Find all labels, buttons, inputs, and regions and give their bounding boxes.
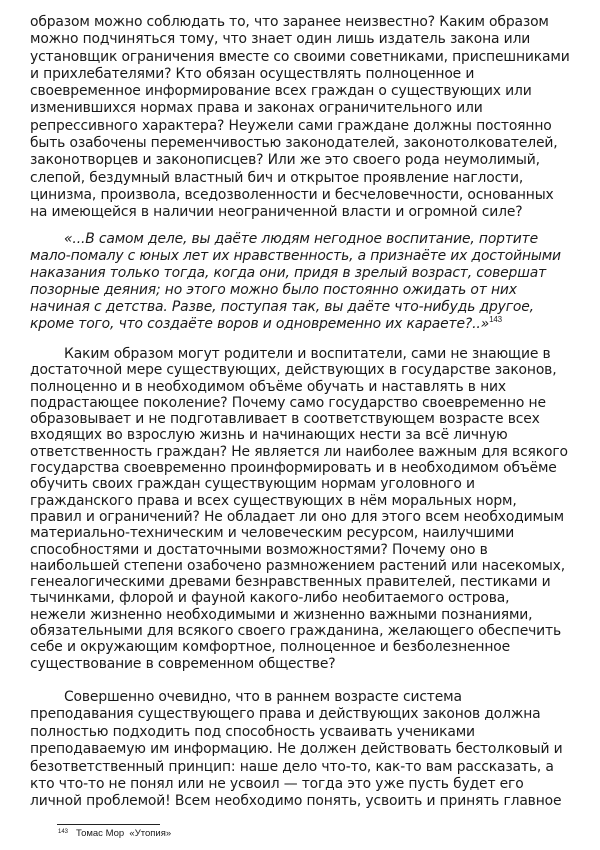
text-line: тычинками, флорой и фауной какого-либо необитаемого острова, (30, 590, 510, 607)
footnote-text: Томас Мор «Утопия» (76, 828, 172, 839)
text-line: кроме того, что создаёте воров и одновременно их караете?..»$^{143}$ (30, 315, 502, 332)
text-line: мало-помалу с юных лет их нравственность, а признаёте их достойными (30, 248, 561, 264)
text-line: быть озабочены переменчивостью законодателей, законотолкователей, (30, 135, 558, 152)
text-line: полностью подходить под способность усваивать учениками (30, 723, 475, 740)
text-line: преподавания существующего права и действующих законов должна (30, 706, 541, 723)
text-line: гражданского права и всех существующих в нём моральных норм, (30, 492, 517, 509)
text-line: на имеющейся в наличии неограниченной власти и огромной силе? (30, 204, 523, 221)
text-line: Каким образом могут родители и воспитатели, сами не знающие в (64, 346, 551, 362)
text-line: позорные деяния; но этого можно было постоянно ожидать от них (30, 282, 517, 298)
text-line: входящих во взрослую жизнь и начинающих нести за всё личную (30, 427, 508, 444)
text-line: своевременное информирование всех граждан о существующих или (30, 83, 532, 100)
text-line: и прихлебателями? Кто обязан осуществлять полноценное и (30, 65, 475, 82)
text-line: начиная с детства. Разве, поступая так, вы даёте что-нибудь другое, (30, 299, 534, 315)
text-line: достаточной мере существующих, действующих в государстве законов, (30, 362, 557, 379)
text-line: наибольшей степени озабочено размножением растений или насекомых, (30, 557, 565, 574)
text-line: способностями и достаточными возможностями? Почему оно в (30, 541, 488, 558)
text-line: полноценно и в необходимом объёме обучать и наставлять в них (30, 378, 506, 395)
text-line: слепой, бездумный властный бич и открытое проявление наглости, (30, 169, 524, 186)
text-line: нежели жизненно необходимыми и жизненно важными познаниями, (30, 606, 533, 623)
text-line: кто что-то не понял или не усвоил — тогда это уже пусть будет его (30, 776, 524, 793)
text-line: личной проблемой! Всем необходимо понять, усвоить и принять главное (30, 793, 562, 810)
text-line: образом можно соблюдать то, что заранее неизвестно? Каким образом (30, 14, 549, 30)
text-line: Совершенно очевидно, что в раннем возрасте система (64, 689, 462, 705)
text-line: законотворцев и законописцев? Или же это своего рода неумолимый, (30, 152, 540, 169)
text-line: существование в современном обществе? (30, 655, 336, 672)
text-line: обучить своих граждан существующим нормам уголовного и (30, 476, 475, 493)
quote-block (30, 231, 590, 333)
text-line: безответственный принцип: наше дело что-то, как-то вам рассказать, а (30, 758, 554, 775)
text-line: ответственность граждан? Не является ли наиболее важным для всякого (30, 443, 568, 460)
footnote (58, 828, 171, 839)
text-line: можно подчиняться тому, что знает один лишь издатель закона или (30, 31, 531, 48)
text-line: наказания только тогда, когда они, придя в зрелый возраст, совершат (30, 265, 547, 281)
text-line: материально-техническим и человеческим ресурсом, наилучшими (30, 525, 515, 542)
footnote-number: 143 (58, 829, 69, 835)
text-line: установщик ограничения вместе со своими советниками, приспешниками (30, 48, 570, 65)
paragraph-3 (30, 689, 590, 811)
text-line: изменившихся нормах права и законах ограничительного или (30, 100, 483, 117)
footnote-separator (57, 824, 160, 825)
paragraph-2 (30, 346, 590, 672)
text-line: себе и окружающим комфортное, полноценное и безболезненное (30, 639, 511, 656)
text-line: цинизма, произвола, вседозволенности и бесчеловечности, основанных (30, 186, 554, 203)
text-line: репрессивного характера? Неужели сами граждане должны постоянно (30, 117, 552, 134)
footnote-reference[interactable]: 143 (489, 315, 502, 324)
text-line: обязательными для всякого своего гражданина, желающего обеспечить (30, 623, 562, 640)
text-line: государства своевременно проинформировать и в необходимом объёме (30, 460, 557, 477)
paragraph-1 (30, 14, 590, 222)
text-line: «...В самом деле, вы даёте людям негодное воспитание, портите (64, 231, 538, 247)
text-line: генеалогическими древами безнравственных правителей, пестиками и (30, 574, 551, 591)
text-line: преподаваемую им информацию. Не должен действовать бестолковый и (30, 741, 563, 758)
text-line: подрастающее поколение? Почему само государство своевременно не (30, 394, 546, 411)
text-line: правил и ограничений? Не обладает ли оно для этого всем необходимым (30, 508, 564, 525)
text-line: образовывает и не подготавливает в соответствующем возрасте всех (30, 411, 540, 428)
